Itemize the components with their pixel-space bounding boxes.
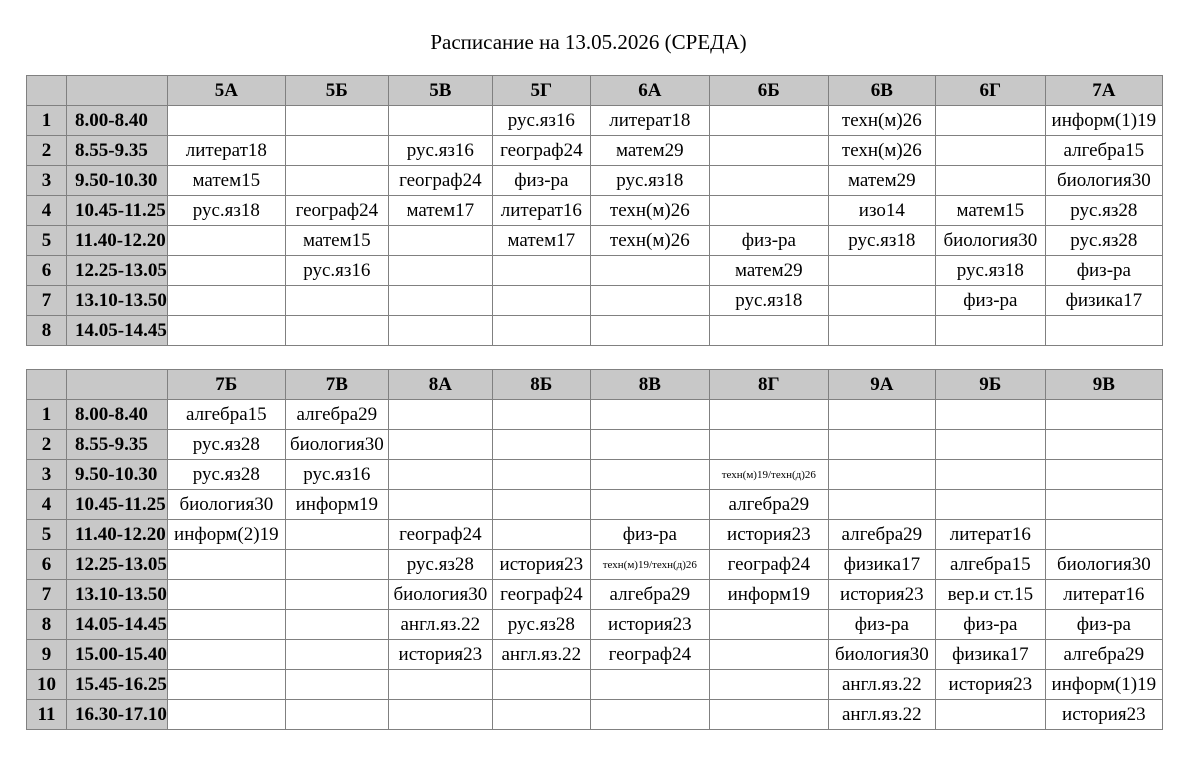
lesson-cell: [709, 610, 828, 640]
lesson-number: 6: [27, 256, 67, 286]
lesson-cell: литерат16: [1045, 580, 1162, 610]
lesson-cell: [1045, 520, 1162, 550]
lesson-cell: [492, 286, 590, 316]
table-row: [27, 640, 1163, 670]
lesson-number: 5: [27, 226, 67, 256]
lesson-time: 15.45-16.25: [67, 670, 168, 700]
table-row: [27, 460, 1163, 490]
corner-cell: [27, 370, 67, 400]
lesson-cell: [590, 460, 709, 490]
table-row: [27, 286, 1163, 316]
lesson-cell: [935, 460, 1045, 490]
lesson-cell: [167, 610, 285, 640]
lesson-time: 16.30-17.10: [67, 700, 168, 730]
lesson-cell: [1045, 430, 1162, 460]
lesson-cell: информ19: [285, 490, 388, 520]
class-header: 6Б: [709, 76, 828, 106]
lesson-cell: [285, 550, 388, 580]
lesson-cell: [167, 286, 285, 316]
lesson-cell: [492, 256, 590, 286]
lesson-cell: рус.яз18: [590, 166, 709, 196]
lesson-cell: [828, 430, 935, 460]
lesson-cell: географ24: [388, 166, 492, 196]
corner-cell: [27, 76, 67, 106]
lesson-cell: англ.яз.22: [828, 670, 935, 700]
lesson-cell: вер.и ст.15: [935, 580, 1045, 610]
lesson-cell: [285, 520, 388, 550]
lesson-time: 8.00-8.40: [67, 106, 168, 136]
lesson-cell: географ24: [492, 136, 590, 166]
lesson-cell: рус.яз28: [492, 610, 590, 640]
lesson-cell: история23: [709, 520, 828, 550]
lesson-cell: алгебра15: [1045, 136, 1162, 166]
lesson-cell: матем29: [709, 256, 828, 286]
lesson-cell: [828, 490, 935, 520]
lesson-cell: алгебра15: [935, 550, 1045, 580]
lesson-cell: [285, 580, 388, 610]
lesson-cell: [285, 286, 388, 316]
lesson-cell: [492, 520, 590, 550]
table-row: [27, 106, 1163, 136]
lesson-cell: [167, 226, 285, 256]
lesson-cell: [167, 316, 285, 346]
lesson-time: 8.55-9.35: [67, 430, 168, 460]
lesson-cell: рус.яз18: [828, 226, 935, 256]
lesson-cell: рус.яз28: [167, 430, 285, 460]
lesson-cell: [709, 700, 828, 730]
lesson-number: 3: [27, 166, 67, 196]
lesson-number: 1: [27, 106, 67, 136]
lesson-cell: [935, 136, 1045, 166]
lesson-cell: [388, 256, 492, 286]
lesson-cell: биология30: [1045, 550, 1162, 580]
lesson-cell: [285, 166, 388, 196]
lesson-cell: физ-ра: [935, 610, 1045, 640]
lesson-cell: [590, 286, 709, 316]
lesson-cell: [285, 610, 388, 640]
lesson-cell: [590, 700, 709, 730]
lesson-cell: [1045, 490, 1162, 520]
table-row: [27, 136, 1163, 166]
lesson-cell: [285, 700, 388, 730]
page-title: Расписание на 13.05.2026 (СРЕДА): [430, 30, 747, 54]
lesson-cell: географ24: [709, 550, 828, 580]
lesson-cell: [1045, 316, 1162, 346]
lesson-number: 10: [27, 670, 67, 700]
lesson-cell: [590, 256, 709, 286]
lesson-cell: [492, 700, 590, 730]
lesson-time: 12.25-13.05: [67, 256, 168, 286]
lesson-cell: алгебра29: [1045, 640, 1162, 670]
lesson-number: 2: [27, 136, 67, 166]
lesson-cell: рус.яз18: [935, 256, 1045, 286]
lesson-cell: [828, 316, 935, 346]
lesson-cell: техн(м)19/техн(д)26: [709, 460, 828, 490]
lesson-cell: [590, 430, 709, 460]
lesson-number: 6: [27, 550, 67, 580]
lesson-cell: [167, 700, 285, 730]
lesson-cell: [709, 400, 828, 430]
table-row: [27, 256, 1163, 286]
header-row: [27, 76, 1163, 106]
lesson-cell: [828, 460, 935, 490]
class-header: 7А: [1045, 76, 1162, 106]
lesson-cell: матем15: [167, 166, 285, 196]
lesson-cell: биология30: [1045, 166, 1162, 196]
lesson-cell: [590, 670, 709, 700]
lesson-cell: биология30: [388, 580, 492, 610]
lesson-cell: [590, 316, 709, 346]
lesson-cell: [388, 430, 492, 460]
lesson-cell: [935, 490, 1045, 520]
lesson-cell: физ-ра: [828, 610, 935, 640]
lesson-cell: [828, 286, 935, 316]
lesson-cell: англ.яз.22: [828, 700, 935, 730]
lesson-cell: физ-ра: [1045, 256, 1162, 286]
class-header: 6Г: [935, 76, 1045, 106]
lesson-cell: [709, 430, 828, 460]
lesson-cell: [828, 256, 935, 286]
lesson-time: 9.50-10.30: [67, 460, 168, 490]
schedule-table-2: [26, 369, 1163, 730]
lesson-cell: [709, 196, 828, 226]
lesson-cell: алгебра15: [167, 400, 285, 430]
lesson-cell: физ-ра: [935, 286, 1045, 316]
lesson-cell: техн(м)26: [590, 196, 709, 226]
lesson-time: 10.45-11.25: [67, 490, 168, 520]
lesson-cell: географ24: [590, 640, 709, 670]
lesson-cell: [167, 670, 285, 700]
lesson-cell: техн(м)26: [828, 136, 935, 166]
lesson-cell: история23: [388, 640, 492, 670]
lesson-time: 11.40-12.20: [67, 520, 168, 550]
lesson-cell: [590, 400, 709, 430]
lesson-number: 2: [27, 430, 67, 460]
lesson-cell: литерат16: [935, 520, 1045, 550]
lesson-cell: англ.яз.22: [388, 610, 492, 640]
lesson-cell: [388, 316, 492, 346]
lesson-cell: техн(м)26: [828, 106, 935, 136]
lesson-cell: [492, 430, 590, 460]
lesson-cell: алгебра29: [590, 580, 709, 610]
lesson-cell: информ(1)19: [1045, 106, 1162, 136]
lesson-number: 1: [27, 400, 67, 430]
lesson-cell: матем15: [935, 196, 1045, 226]
lesson-cell: [167, 640, 285, 670]
lesson-number: 4: [27, 196, 67, 226]
lesson-cell: рус.яз16: [492, 106, 590, 136]
class-header: 5Г: [492, 76, 590, 106]
table-row: [27, 226, 1163, 256]
lesson-cell: географ24: [388, 520, 492, 550]
class-header: 6А: [590, 76, 709, 106]
class-header: 8А: [388, 370, 492, 400]
lesson-cell: матем29: [828, 166, 935, 196]
lesson-cell: физика17: [828, 550, 935, 580]
lesson-cell: литерат16: [492, 196, 590, 226]
lesson-cell: [709, 166, 828, 196]
lesson-cell: история23: [935, 670, 1045, 700]
lesson-cell: рус.яз18: [167, 196, 285, 226]
class-header: 5А: [167, 76, 285, 106]
lesson-cell: [285, 640, 388, 670]
lesson-cell: англ.яз.22: [492, 640, 590, 670]
lesson-cell: алгебра29: [709, 490, 828, 520]
lesson-time: 14.05-14.45: [67, 610, 168, 640]
table-row: [27, 196, 1163, 226]
lesson-cell: [492, 400, 590, 430]
schedule-table-1: [26, 75, 1163, 346]
lesson-time: 12.25-13.05: [67, 550, 168, 580]
lesson-cell: [828, 400, 935, 430]
lesson-cell: [492, 490, 590, 520]
lesson-time: 10.45-11.25: [67, 196, 168, 226]
lesson-cell: [590, 490, 709, 520]
lesson-cell: [935, 106, 1045, 136]
lesson-cell: [167, 580, 285, 610]
lesson-time: 15.00-15.40: [67, 640, 168, 670]
lesson-cell: литерат18: [590, 106, 709, 136]
table-row: [27, 550, 1163, 580]
table-row: [27, 520, 1163, 550]
lesson-cell: матем29: [590, 136, 709, 166]
table-row: [27, 580, 1163, 610]
lesson-number: 8: [27, 316, 67, 346]
lesson-cell: биология30: [828, 640, 935, 670]
lesson-time: 8.00-8.40: [67, 400, 168, 430]
lesson-number: 7: [27, 286, 67, 316]
lesson-cell: техн(м)26: [590, 226, 709, 256]
lesson-cell: рус.яз28: [1045, 196, 1162, 226]
lesson-cell: [935, 400, 1045, 430]
table-row: [27, 430, 1163, 460]
lesson-number: 11: [27, 700, 67, 730]
lesson-cell: литерат18: [167, 136, 285, 166]
lesson-number: 9: [27, 640, 67, 670]
lesson-cell: информ(2)19: [167, 520, 285, 550]
class-header: 9Б: [935, 370, 1045, 400]
table-row: [27, 670, 1163, 700]
lesson-cell: [388, 226, 492, 256]
lesson-cell: [709, 670, 828, 700]
lesson-cell: [388, 700, 492, 730]
table-row: [27, 166, 1163, 196]
lesson-cell: физ-ра: [590, 520, 709, 550]
header-row: [27, 370, 1163, 400]
lesson-cell: физ-ра: [492, 166, 590, 196]
lesson-cell: [492, 460, 590, 490]
lesson-cell: [167, 256, 285, 286]
lesson-cell: биология30: [167, 490, 285, 520]
lesson-cell: информ(1)19: [1045, 670, 1162, 700]
lesson-cell: [285, 670, 388, 700]
lesson-cell: информ19: [709, 580, 828, 610]
lesson-cell: [1045, 460, 1162, 490]
lesson-cell: географ24: [492, 580, 590, 610]
table-row: [27, 700, 1163, 730]
lesson-cell: рус.яз28: [167, 460, 285, 490]
lesson-cell: рус.яз28: [1045, 226, 1162, 256]
lesson-cell: [388, 490, 492, 520]
lesson-cell: история23: [492, 550, 590, 580]
class-header: 8Б: [492, 370, 590, 400]
lesson-cell: история23: [828, 580, 935, 610]
lesson-cell: [167, 550, 285, 580]
lesson-cell: [709, 136, 828, 166]
table-row: [27, 610, 1163, 640]
lesson-cell: матем17: [388, 196, 492, 226]
lesson-number: 4: [27, 490, 67, 520]
lesson-cell: [285, 316, 388, 346]
lesson-cell: [935, 430, 1045, 460]
lesson-cell: физ-ра: [709, 226, 828, 256]
lesson-cell: алгебра29: [828, 520, 935, 550]
lesson-cell: [285, 136, 388, 166]
lesson-cell: биология30: [285, 430, 388, 460]
lesson-cell: [388, 460, 492, 490]
lesson-number: 5: [27, 520, 67, 550]
class-header: 8Г: [709, 370, 828, 400]
lesson-number: 7: [27, 580, 67, 610]
lesson-cell: физика17: [935, 640, 1045, 670]
class-header: 5В: [388, 76, 492, 106]
lesson-cell: история23: [590, 610, 709, 640]
lesson-cell: [1045, 400, 1162, 430]
lesson-cell: рус.яз16: [388, 136, 492, 166]
lesson-cell: алгебра29: [285, 400, 388, 430]
lesson-time: 13.10-13.50: [67, 286, 168, 316]
corner-cell: [67, 76, 168, 106]
lesson-time: 11.40-12.20: [67, 226, 168, 256]
lesson-cell: [388, 670, 492, 700]
lesson-cell: физ-ра: [1045, 610, 1162, 640]
lesson-cell: история23: [1045, 700, 1162, 730]
lesson-cell: матем15: [285, 226, 388, 256]
class-header: 6В: [828, 76, 935, 106]
corner-cell: [67, 370, 168, 400]
lesson-cell: изо14: [828, 196, 935, 226]
lesson-cell: рус.яз16: [285, 460, 388, 490]
lesson-cell: [492, 316, 590, 346]
lesson-cell: рус.яз16: [285, 256, 388, 286]
lesson-cell: [388, 286, 492, 316]
lesson-cell: [935, 316, 1045, 346]
lesson-cell: [935, 166, 1045, 196]
lesson-cell: [709, 106, 828, 136]
lesson-time: 9.50-10.30: [67, 166, 168, 196]
table-row: [27, 490, 1163, 520]
lesson-cell: [167, 106, 285, 136]
lesson-number: 8: [27, 610, 67, 640]
lesson-cell: [709, 316, 828, 346]
lesson-cell: географ24: [285, 196, 388, 226]
lesson-number: 3: [27, 460, 67, 490]
table-row: [27, 316, 1163, 346]
class-header: 9В: [1045, 370, 1162, 400]
lesson-cell: [388, 400, 492, 430]
lesson-cell: рус.яз18: [709, 286, 828, 316]
lesson-cell: [388, 106, 492, 136]
class-header: 7В: [285, 370, 388, 400]
lesson-time: 14.05-14.45: [67, 316, 168, 346]
lesson-cell: [935, 700, 1045, 730]
class-header: 7Б: [167, 370, 285, 400]
class-header: 8В: [590, 370, 709, 400]
lesson-cell: техн(м)19/техн(д)26: [590, 550, 709, 580]
class-header: 5Б: [285, 76, 388, 106]
lesson-time: 8.55-9.35: [67, 136, 168, 166]
lesson-cell: биология30: [935, 226, 1045, 256]
lesson-cell: [285, 106, 388, 136]
lesson-cell: [709, 640, 828, 670]
lesson-cell: рус.яз28: [388, 550, 492, 580]
lesson-time: 13.10-13.50: [67, 580, 168, 610]
lesson-cell: матем17: [492, 226, 590, 256]
table-row: [27, 400, 1163, 430]
class-header: 9А: [828, 370, 935, 400]
lesson-cell: физика17: [1045, 286, 1162, 316]
lesson-cell: [492, 670, 590, 700]
